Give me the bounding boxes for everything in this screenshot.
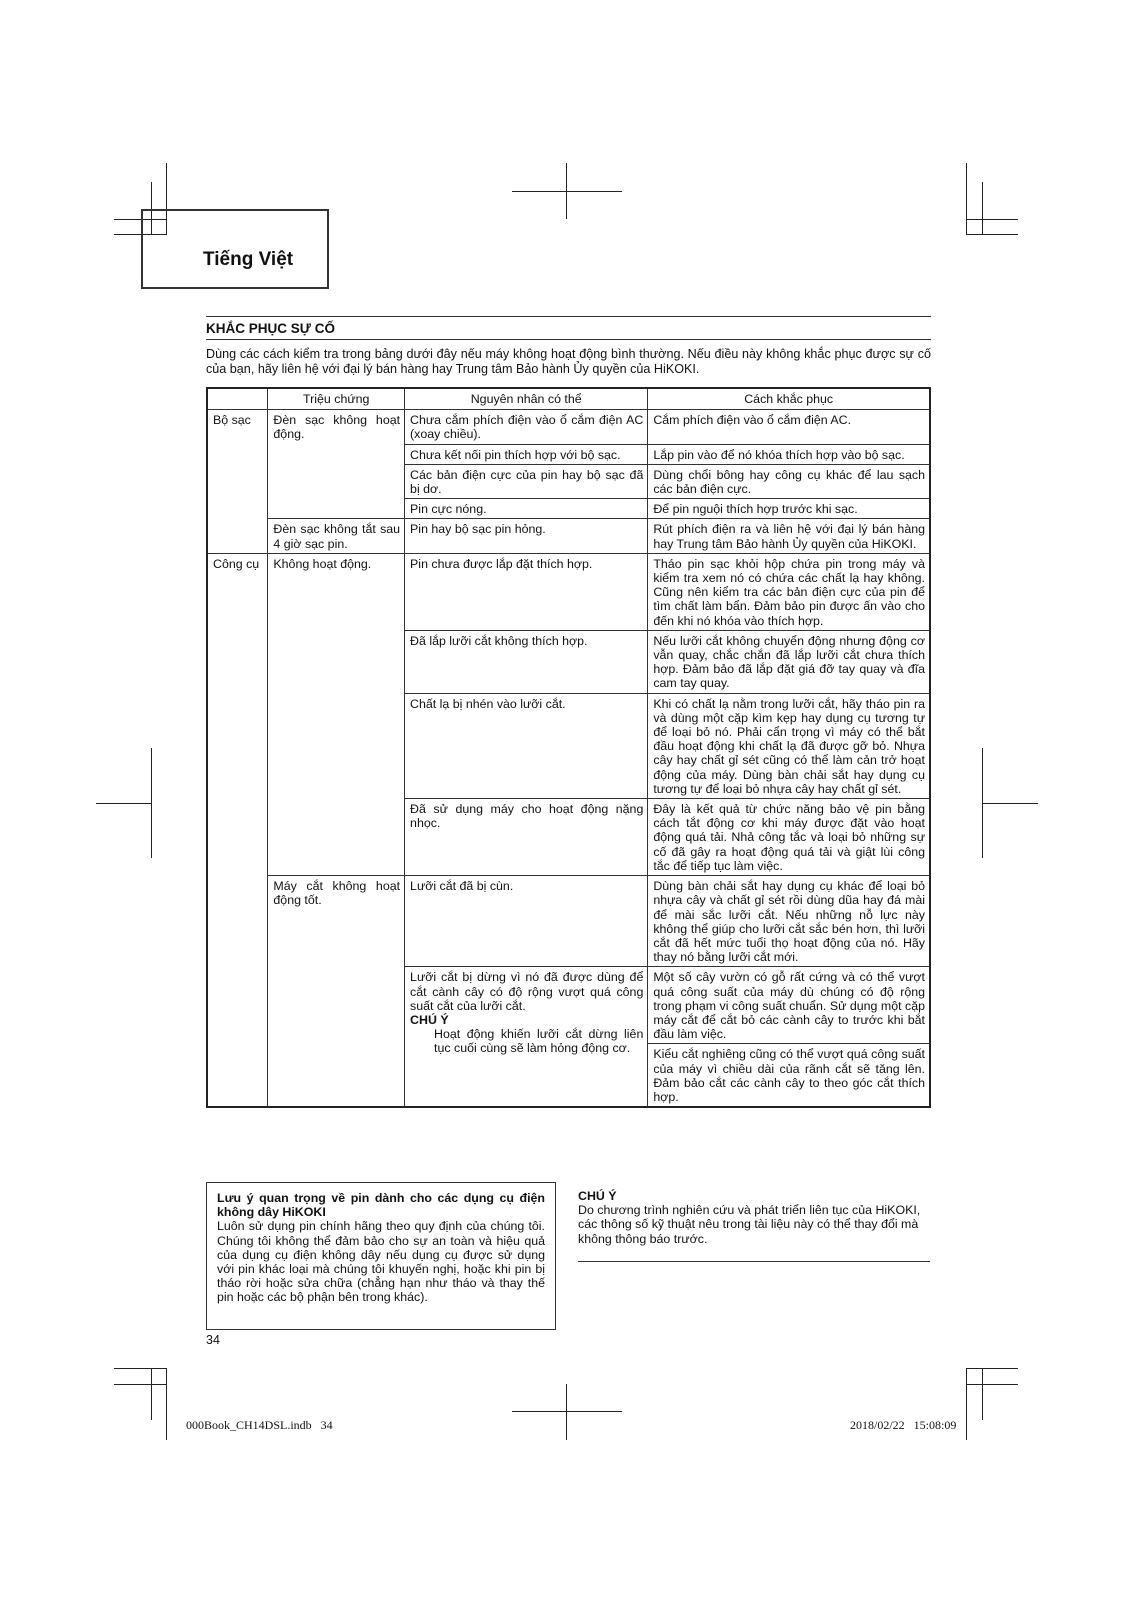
cause-cell: Lưỡi cắt đã bị cùn.: [405, 876, 648, 967]
remedy-cell: Cắm phích điện vào ổ cắm điện AC.: [648, 410, 930, 444]
column-header: Triệu chứng: [268, 388, 405, 410]
cause-text: Lưỡi cắt bị dừng vì nó đã được dùng để cắt cành cây có độ rộng vượt quá công suất cắt của lưỡi cắt.: [410, 970, 644, 1013]
troubleshooting-table: [206, 387, 931, 1108]
table-row: [207, 519, 930, 553]
table-row: [207, 876, 930, 967]
notice-body: Do chương trình nghiên cứu và phát triển liên tục của HiKOKI, các thông số kỹ thuật nêu trong tài liệu này có thể thay đổi mà không thông báo trước.: [578, 1203, 921, 1246]
cause-cell: [405, 967, 648, 1107]
table-row: [207, 410, 930, 444]
cause-cell: Pin hay bộ sạc pin hỏng.: [405, 519, 648, 553]
important-note-title: Lưu ý quan trọng về pin dành cho các dụng cụ điện không dây HiKOKI: [217, 1191, 545, 1220]
remedy-cell: Rút phích điện ra và liên hệ với đại lý bán hàng hay Trung tâm Bảo hành Ủy quyền của HiKOKI.: [648, 519, 930, 553]
cause-cell: Đã sử dụng máy cho hoạt động nặng nhọc.: [405, 799, 648, 876]
note-label: CHÚ Ý: [410, 1012, 449, 1027]
remedy-cell: Kiểu cắt nghiêng cũng có thể vượt quá công suất của máy vì chiều dài của rãnh cắt sẽ tăng lên. Đảm bảo cắt các cành cây to theo góc cắt thích hợp.: [648, 1044, 930, 1107]
symptom-cell: Không hoạt động.: [268, 553, 405, 875]
table-header-row: [207, 388, 930, 410]
symptom-cell: Đèn sạc không tắt sau 4 giờ sạc pin.: [268, 519, 405, 553]
remedy-cell: Đây là kết quả từ chức năng bảo vệ pin bằng cách tắt động cơ khi máy được đặt vào hoạt động quá tải. Nhả công tắc và loại bỏ những sự cố đã gây ra hoạt động quá tải và giật lùi công tắc để tiếp tục làm việc.: [648, 799, 930, 876]
language-label: Tiếng Việt: [203, 249, 294, 270]
cause-cell: Pin cực nóng.: [405, 499, 648, 519]
remedy-cell: Lắp pin vào để nó khóa thích hợp vào bộ sạc.: [648, 444, 930, 464]
column-header: Nguyên nhân có thể: [405, 388, 648, 410]
important-note-box: [206, 1182, 556, 1330]
remedy-cell: Dùng bàn chải sắt hay dụng cụ khác để loại bỏ nhựa cây và chất gỉ sét rồi dùng dũa hay đá mài để mài sắc lưỡi cắt. Nếu những nỗ lực này không thể giúp cho lưỡi cắt sắc bén hơn, thì lưỡi cắt đã hết mức tuổi thọ hoạt động của nó. Hãy thay nó bằng lưỡi cắt mới.: [648, 876, 930, 967]
language-tab: [141, 209, 329, 289]
column-header: Cách khắc phục: [648, 388, 930, 410]
symptom-cell: Đèn sạc không hoạt động.: [268, 410, 405, 519]
cause-cell: Chưa kết nối pin thích hợp với bộ sạc.: [405, 444, 648, 464]
section-title: KHẮC PHỤC SỰ CỐ: [206, 321, 335, 336]
symptom-cell: Máy cắt không hoạt động tốt.: [268, 876, 405, 1108]
note-text: Hoạt động khiến lưỡi cắt dừng liên tục cuối cùng sẽ làm hỏng động cơ.: [434, 1027, 644, 1056]
divider: [206, 316, 931, 317]
footer-timestamp: 2018/02/22 15:08:09: [850, 1418, 957, 1432]
cause-cell: Chưa cắm phích điện vào ổ cắm điện AC (xoay chiều).: [405, 410, 648, 444]
remedy-cell: Khi có chất lạ nằm trong lưỡi cắt, hãy tháo pin ra và dùng một cặp kìm kẹp hay dụng cụ tương tự để loại bỏ nó. Phải cẩn trọng vì máy có thể bắt đầu hoạt động khi chất lạ đã được gỡ bỏ. Nhựa cây hay chất gỉ sét cũng có thể làm cản trở hoạt động của máy. Dùng bàn chải sắt hay dụng cụ tương tự để loại bỏ nhựa cây hay chất gỉ sét.: [648, 693, 930, 798]
divider: [578, 1261, 930, 1262]
intro-text: Dùng các cách kiểm tra trong bảng dưới đây nếu máy không hoạt động bình thường. Nếu điều này không khắc phục được sự cố của bạn, hãy liên hệ với đại lý bán hàng hay Trung tâm Bảo hành Ủy quyền của HiKOKI.: [206, 347, 931, 376]
table-row: [207, 553, 930, 630]
page-number: 34: [206, 1333, 220, 1347]
cause-cell: Chất lạ bị nhén vào lưỡi cắt.: [405, 693, 648, 798]
footer-file: 000Book_CH14DSL.indb 34: [186, 1418, 333, 1432]
important-note-body: Luôn sử dụng pin chính hãng theo quy định của chúng tôi. Chúng tôi không thể đảm bảo cho sự an toàn và hiệu quả của dụng cụ điện không dây nếu dụng cụ được sử dụng với pin khác loại mà chúng tôi khuyến nghị, hoặc khi pin bị tháo rời hoặc sửa chữa (chẳng hạn như tháo và thay thế pin hoặc các bộ phận bên trong khác).: [217, 1219, 545, 1305]
cause-cell: Pin chưa được lắp đặt thích hợp.: [405, 553, 648, 630]
cause-cell: Đã lắp lưỡi cắt không thích hợp.: [405, 630, 648, 693]
notice-block: [578, 1189, 930, 1246]
notice-title: CHÚ Ý: [578, 1189, 617, 1203]
remedy-cell: Nếu lưỡi cắt không chuyển động nhưng động cơ vẫn quay, chắc chắn đã lắp lưỡi cắt chưa thích hợp. Đảm bảo đã lắp đặt giá đỡ tay quay và đĩa cam tay quay.: [648, 630, 930, 693]
remedy-cell: Để pin nguội thích hợp trước khi sạc.: [648, 499, 930, 519]
divider: [206, 339, 931, 340]
category-cell: Bộ sạc: [207, 410, 268, 554]
category-cell: Công cụ: [207, 553, 268, 1107]
remedy-cell: Dùng chổi bông hay công cụ khác để lau sạch các bản điện cực.: [648, 464, 930, 498]
remedy-cell: Một số cây vườn có gỗ rất cứng và có thể vượt quá công suất của máy dù chúng có độ rộng trong phạm vi công suất chuẩn. Sử dụng một cặp máy cắt để cắt bỏ các cành cây to trước khi bắt đầu làm việc.: [648, 967, 930, 1044]
cause-cell: Các bản điện cực của pin hay bộ sạc đã bị dơ.: [405, 464, 648, 498]
remedy-cell: Tháo pin sạc khỏi hộp chứa pin trong máy và kiểm tra xem nó có chứa các chất lạ hay không. Cũng nên kiểm tra các bản điện cực của pin để tìm chất làm bẩn. Đảm bảo pin được ấn vào cho đến khi nó khóa vào thích hợp.: [648, 553, 930, 630]
column-header: [207, 388, 268, 410]
